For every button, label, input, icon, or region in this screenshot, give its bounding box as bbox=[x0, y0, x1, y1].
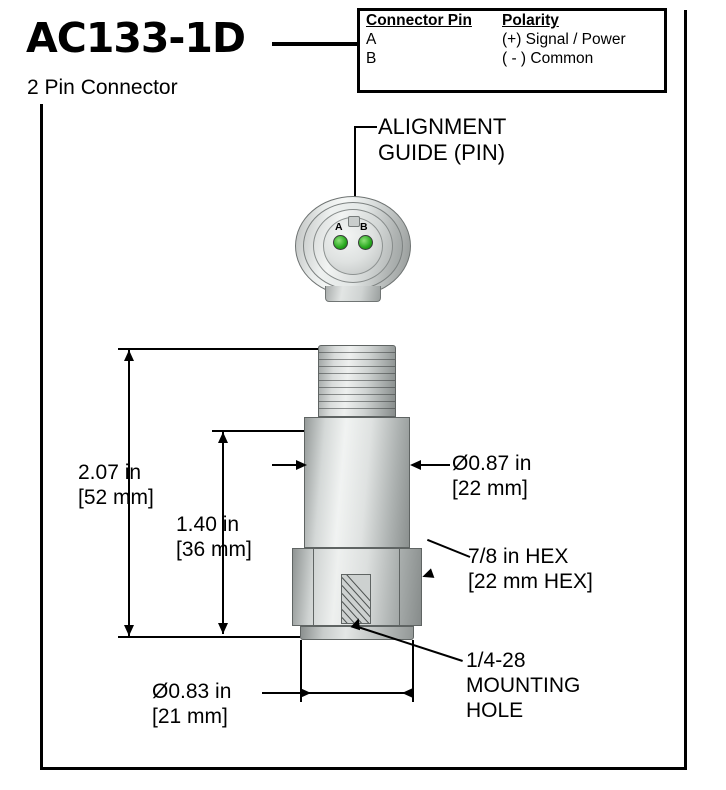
alignment-guide-label-line2: GUIDE (PIN) bbox=[378, 140, 506, 165]
dim-overall-height bbox=[78, 460, 154, 510]
dim-base-diameter bbox=[152, 679, 231, 729]
frame-left-line bbox=[40, 104, 43, 770]
alignment-leader-horizontal bbox=[355, 126, 377, 128]
dim-body-height-mm: [36 mm] bbox=[176, 538, 252, 561]
ext-line-bottom-overall bbox=[118, 636, 300, 638]
arrowhead-up bbox=[124, 350, 134, 361]
pin-a-contact bbox=[333, 235, 348, 250]
hex-callout-in: 7/8 in HEX bbox=[468, 545, 569, 568]
dim-overall-height-mm: [52 mm] bbox=[78, 486, 154, 509]
pin-a-label: A bbox=[335, 221, 343, 233]
dim-body-diameter bbox=[452, 451, 531, 501]
cell-pin: A bbox=[366, 31, 377, 48]
dim-body-height-in: 1.40 in bbox=[176, 513, 240, 536]
frame-bottom-line bbox=[40, 767, 687, 770]
cell-polarity: ( - ) Common bbox=[502, 50, 594, 67]
dim-body-height bbox=[176, 512, 252, 562]
hex-leader-line bbox=[427, 539, 470, 558]
dim-body-diameter-in: Ø0.87 in bbox=[452, 452, 532, 475]
arrowhead-down bbox=[124, 625, 134, 636]
arrowhead-up bbox=[218, 432, 228, 443]
hex-callout bbox=[468, 544, 593, 594]
frame-right-line bbox=[684, 10, 687, 770]
arrowhead-down bbox=[218, 623, 228, 634]
dim-base-diameter-in: Ø0.83 in bbox=[152, 680, 232, 703]
page-title: AC133-1D bbox=[26, 14, 245, 62]
pin-b-contact bbox=[358, 235, 373, 250]
pin-b-label: B bbox=[360, 221, 368, 233]
connector-neck bbox=[325, 286, 381, 302]
table-header-polarity: Polarity bbox=[502, 12, 559, 29]
cell-polarity: (+) Signal / Power bbox=[502, 31, 626, 48]
dim-body-diameter-mm: [22 mm] bbox=[452, 477, 528, 500]
table-row bbox=[360, 30, 664, 49]
sensor-cylindrical-body bbox=[304, 417, 410, 548]
table-header-connector-pin: Connector Pin bbox=[366, 12, 472, 29]
dim-overall-height-in: 2.07 in bbox=[78, 461, 142, 484]
sensor-threaded-connector bbox=[318, 345, 396, 417]
mounting-hole-line3: HOLE bbox=[466, 699, 524, 722]
page-subtitle: 2 Pin Connector bbox=[27, 76, 178, 99]
table-row bbox=[360, 49, 664, 68]
connector-pin-table bbox=[357, 8, 667, 93]
hex-callout-mm: [22 mm HEX] bbox=[468, 570, 593, 593]
alignment-guide-callout bbox=[378, 114, 506, 166]
arrowhead-left bbox=[402, 688, 413, 698]
arrowhead-left bbox=[410, 460, 421, 470]
alignment-guide-label-line1: ALIGNMENT bbox=[378, 114, 507, 139]
arrowhead-right bbox=[296, 460, 307, 470]
title-leader-line bbox=[272, 42, 358, 46]
mounting-hole-line2: MOUNTING bbox=[466, 674, 581, 697]
cell-pin: B bbox=[366, 50, 377, 67]
arrowhead-left bbox=[421, 568, 435, 581]
mounting-hole-line1: 1/4-28 bbox=[466, 649, 526, 672]
dim-base-diameter-mm: [21 mm] bbox=[152, 705, 228, 728]
arrowhead-right bbox=[300, 688, 311, 698]
connector-face-topview bbox=[279, 190, 427, 302]
alignment-guide-pin bbox=[348, 216, 360, 227]
ext-line-top-overall bbox=[118, 348, 318, 350]
dim-line-base-dia bbox=[262, 692, 414, 694]
mounting-hole-callout bbox=[466, 648, 580, 723]
